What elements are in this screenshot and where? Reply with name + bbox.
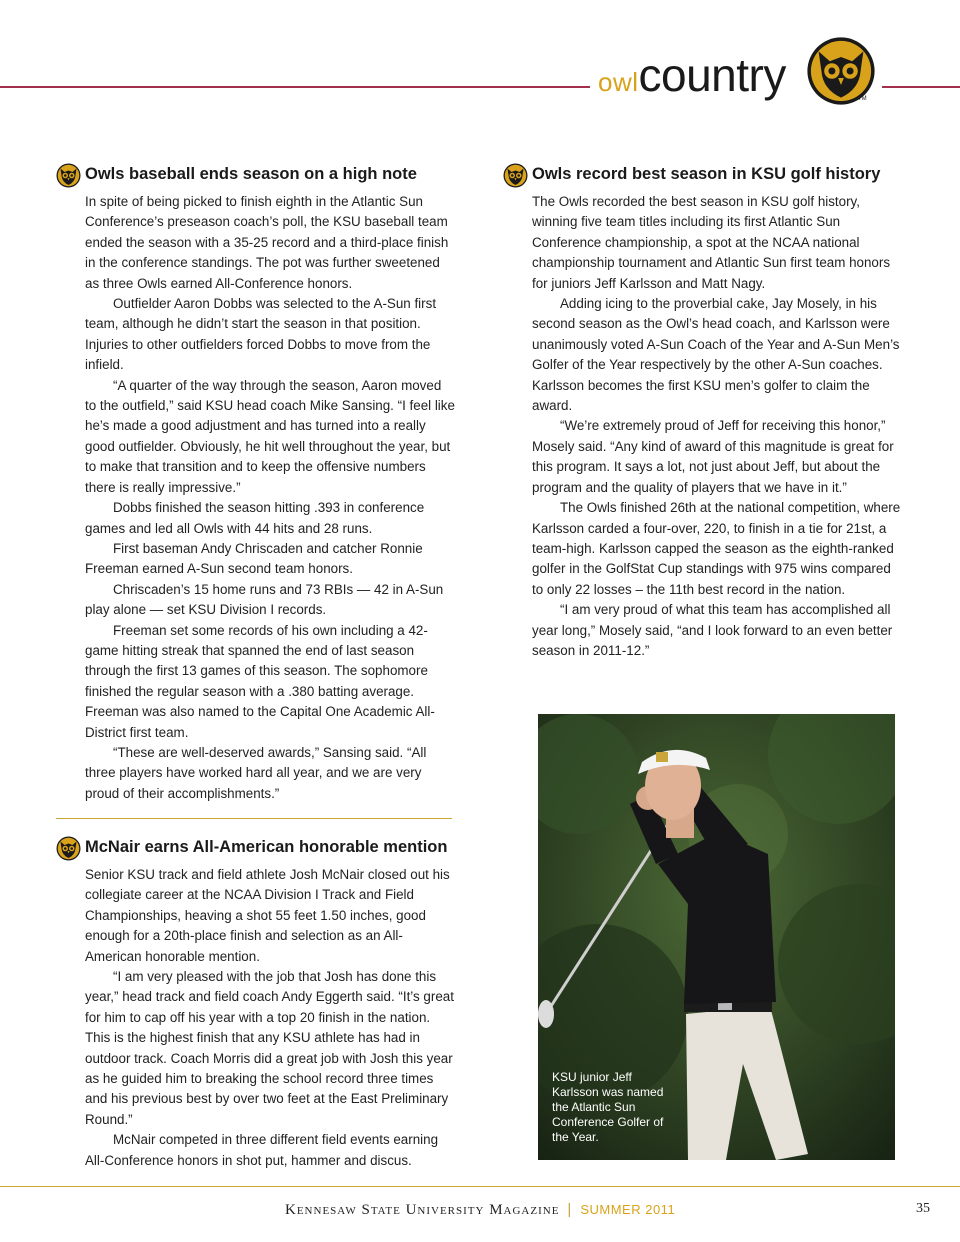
paragraph: “I am very pleased with the job that Josh has done this year,” head track and field coach Andy Eggerth said. “It’s great for him to cap off his year with a top 20 finish in the nation. This is the highest finish that any KSU athlete has had in outdoor track. Coach Morris did a great job with Josh this year as he guided him to breaking the school record three times and his previous best by over two feet at the East Preliminary Round.” — [85, 969, 454, 1127]
footer-publication — [285, 1201, 675, 1219]
owl-bullet-icon — [56, 836, 81, 861]
article-baseball — [56, 160, 456, 804]
paragraph: The Owls recorded the best season in KSU golf history, winning five team titles including its first Atlantic Sun Conference championship, a spot at the NCAA national championship tournament and Atlantic Sun first team honors for juniors Jeff Karlsson and Matt Nagy. — [532, 194, 891, 291]
article-title: Owls record best season in KSU golf history — [532, 165, 881, 183]
article-title: Owls baseball ends season on a high note — [85, 165, 417, 183]
paragraph: Outfielder Aaron Dobbs was selected to the A-Sun first team, although he didn’t start the season in that position. Injuries to other outfielders forced Dobbs to move from the infield. — [85, 296, 437, 373]
paragraph: “These are well-deserved awards,” Sansing said. “All three players have worked hard all year, and we are very proud of their accomplishments.” — [85, 744, 427, 801]
header-rule-right — [882, 86, 960, 88]
article-heading — [503, 160, 903, 192]
paragraph: Freeman set some records of his own including a 42-game hitting streak that spanned the end of last season through the first 13 games of this season. The sophomore finished the regular season with a .380 batting average. Freeman was also named to the Capital One Academic All-District first team. — [85, 622, 435, 740]
paragraph: Chriscaden’s 15 home runs and 73 RBIs — 42 in A-Sun play alone — set KSU Division I records. — [85, 581, 444, 618]
brand-prefix: owl — [598, 67, 639, 97]
article-title: McNair earns All-American honorable mention — [85, 838, 448, 856]
article-heading — [56, 160, 456, 192]
paragraph: The Owls finished 26th at the national competition, where Karlsson carded a four-over, 220, to finish in a tie for 21st, a team-high. Karlsson capped the season as the eighth-ranked golfer in the GolfStat Cup standings with 975 wins compared to only 22 losses – the 11th best record in the nation. — [532, 500, 901, 597]
paragraph: First baseman Andy Chriscaden and catcher Ronnie Freeman earned A-Sun second team honors. — [85, 540, 423, 577]
paragraph: In spite of being picked to finish eighth in the Atlantic Sun Conference’s preseason coach’s poll, the KSU baseball team ended the season with a 35-25 record and a third-place finish in the conference standings. The pot was further sweetened as three Owls earned All-Conference honors. — [85, 194, 449, 291]
article-body — [85, 192, 456, 804]
paragraph: Adding icing to the proverbial cake, Jay Mosely, in his second season as the Owl’s head coach, and Karlsson were unanimously voted A-Sun Coach of the Year and A-Sun Men’s Golfer of the Year respectively by the other A-Sun coaches. Karlsson becomes the first KSU men’s golfer to claim the award. — [532, 296, 900, 414]
footer-rule — [0, 1186, 960, 1187]
paragraph: Senior KSU track and field athlete Josh McNair closed out his collegiate career at the NCAA Division I Track and Field Championships, heaving a shot 55 feet 1.50 inches, good enough for a 20th-place finish and selection as an All-American honorable mention. — [85, 867, 450, 964]
owl-bullet-icon — [56, 163, 81, 188]
article-mcnair — [56, 833, 456, 1171]
paragraph: McNair competed in three different field events earning All-Conference honors in shot put, hammer and discus. — [85, 1132, 439, 1168]
article-body — [85, 865, 456, 1171]
issue-label: SUMMER 2011 — [580, 1202, 676, 1217]
owl-bullet-icon — [503, 163, 528, 188]
section-title — [598, 49, 786, 101]
article-heading — [56, 833, 456, 865]
article-golf — [503, 160, 903, 661]
article-body — [532, 192, 903, 661]
trademark: TM — [858, 96, 867, 102]
section-divider — [56, 818, 452, 819]
publication-name: Kennesaw State University Magazine — [285, 1202, 560, 1218]
paragraph: “I am very proud of what this team has accomplished all year long,” Mosely said, “and I look forward to an even better season in 2011-12.” — [532, 602, 893, 658]
paragraph: “A quarter of the way through the season, Aaron moved to the outfield,” said KSU head coach Mike Sansing. “I feel like he’s made a good adjustment and has turned into a really good outfielder. Obviously, he hit well throughout the year, but to make that transition and to keep the offensive numbers there is really impressive.” — [85, 377, 455, 495]
brand-main: country — [638, 49, 786, 101]
header-rule-left — [0, 86, 590, 88]
paragraph: “We’re extremely proud of Jeff for receiving this honor,” Mosely said. “Any kind of award of this magnitude is great for this program. It says a lot, not just about Jeff, but about the program and the quality of players that we have in it.” — [532, 418, 894, 495]
footer-separator: | — [567, 1201, 573, 1218]
photo-caption: KSU junior Jeff Karlsson was named the Atlantic Sun Conference Golfer of the Year. — [552, 1070, 664, 1144]
page-number: 35 — [916, 1201, 930, 1216]
paragraph: Dobbs finished the season hitting .393 in conference games and led all Owls with 44 hits and 28 runs. — [85, 500, 425, 536]
